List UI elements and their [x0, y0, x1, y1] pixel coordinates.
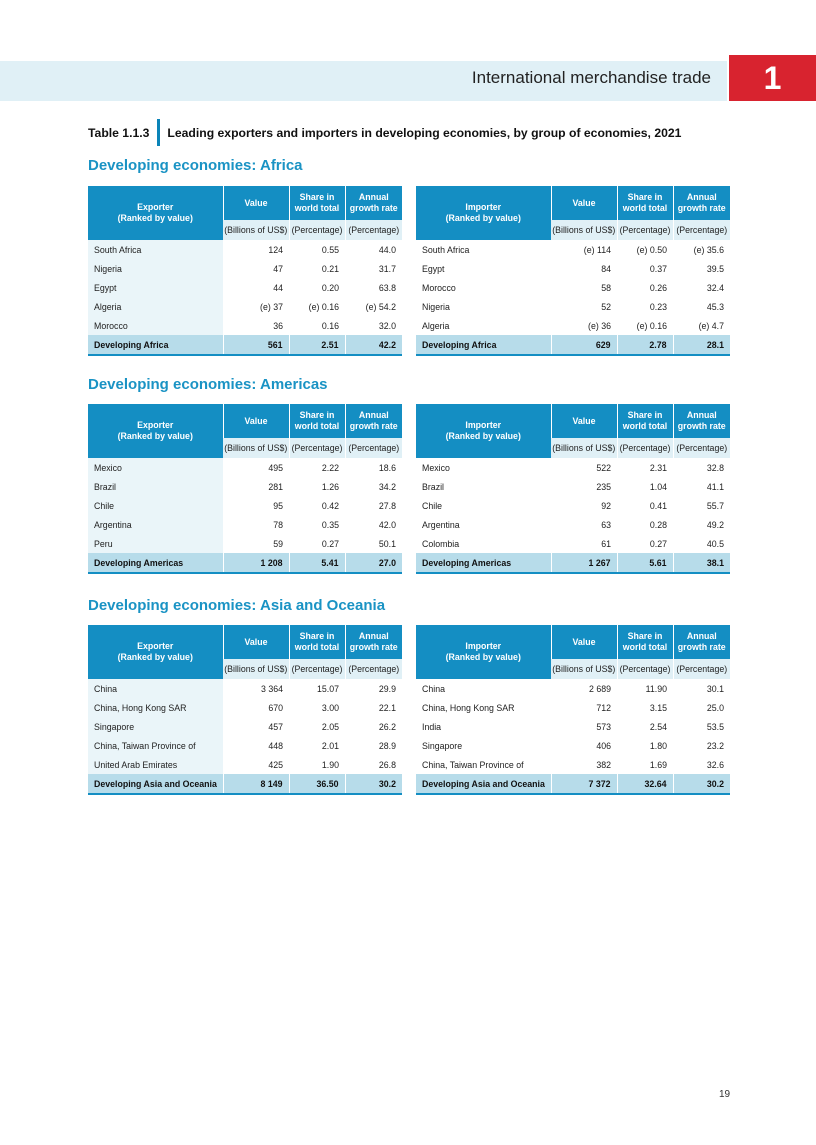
growth-cell: 32.6 [706, 759, 724, 770]
section-title-asia-oceania: Developing economies: Asia and Oceania [88, 597, 386, 614]
growth-cell: 49.2 [706, 519, 724, 530]
value-cell: (e) 114 [583, 244, 611, 255]
table-row [88, 698, 402, 717]
economy-name: Morocco [88, 316, 223, 335]
economy-name: China, Hong Kong SAR [88, 698, 223, 717]
economy-name: China, Hong Kong SAR [422, 702, 515, 713]
growth-cell: 29.9 [378, 683, 396, 694]
growth-column-header: Annual growth rate [673, 186, 730, 220]
total-value: 1 208 [223, 553, 289, 573]
economy-name: South Africa [88, 240, 223, 259]
value-cell: 457 [268, 721, 283, 732]
share-cell: 0.28 [649, 519, 667, 530]
value-unit: (Billions of US$) [223, 438, 289, 458]
economy-name: India [422, 721, 442, 732]
growth-cell: 22.1 [378, 702, 396, 713]
table-row [88, 477, 402, 496]
growth-cell: 32.0 [378, 320, 396, 331]
share-cell: 11.90 [645, 683, 667, 694]
economy-name: Colombia [422, 538, 460, 549]
value-cell: 382 [596, 759, 611, 770]
group-total-name: Developing Asia and Oceania [88, 774, 223, 794]
growth-column-header: Annual growth rate [345, 625, 402, 659]
value-column-header: Value [551, 404, 617, 438]
total-share: 2.78 [617, 335, 673, 355]
growth-column-header: Annual growth rate [673, 625, 730, 659]
importer-column-header: Importer (Ranked by value) [416, 625, 551, 679]
economy-name: China [88, 679, 223, 698]
share-cell: 0.16 [321, 320, 339, 331]
americas-exporters-table [88, 404, 402, 574]
value-cell: 92 [601, 500, 611, 511]
table-row [416, 477, 730, 496]
growth-unit: (Percentage) [673, 220, 730, 240]
total-growth: 28.1 [673, 335, 730, 355]
group-total-name: Developing Americas [416, 553, 551, 573]
share-cell: 2.31 [649, 462, 667, 473]
value-column-header: Value [223, 186, 289, 220]
total-row [416, 553, 730, 573]
growth-cell: 23.2 [706, 740, 724, 751]
value-cell: 36 [273, 320, 283, 331]
value-cell: 2 689 [588, 683, 611, 694]
total-row [88, 335, 402, 355]
growth-cell: 50.1 [378, 538, 396, 549]
table-row [416, 736, 730, 755]
share-unit: (Percentage) [289, 438, 345, 458]
table-row [88, 679, 402, 698]
total-row [88, 774, 402, 794]
table-row [88, 278, 402, 297]
growth-cell: 40.5 [706, 538, 724, 549]
table-row [88, 515, 402, 534]
economy-name: China, Taiwan Province of [88, 736, 223, 755]
share-unit: (Percentage) [617, 220, 673, 240]
share-unit: (Percentage) [617, 659, 673, 679]
asia-exporters-table [88, 625, 402, 795]
growth-cell: 28.9 [378, 740, 396, 751]
table-row [416, 534, 730, 553]
share-cell: 0.37 [649, 263, 667, 274]
exporter-column-header: Exporter (Ranked by value) [88, 404, 223, 458]
total-row [88, 553, 402, 573]
growth-cell: 55.7 [706, 500, 724, 511]
total-share: 32.64 [617, 774, 673, 794]
africa-importers-table [416, 186, 730, 356]
growth-cell: (e) 4.7 [698, 320, 724, 331]
group-total-name: Developing Africa [88, 335, 223, 355]
share-cell: 1.69 [649, 759, 667, 770]
value-cell: 406 [596, 740, 611, 751]
growth-cell: (e) 35.6 [693, 244, 724, 255]
growth-cell: 32.8 [706, 462, 724, 473]
value-cell: (e) 36 [588, 320, 611, 331]
share-cell: 0.27 [649, 538, 667, 549]
economy-name: Algeria [88, 297, 223, 316]
value-cell: 712 [596, 702, 611, 713]
value-cell: 495 [268, 462, 283, 473]
economy-name: Brazil [422, 481, 444, 492]
table-row [416, 297, 730, 316]
share-cell: 2.05 [321, 721, 339, 732]
total-growth: 42.2 [345, 335, 402, 355]
growth-unit: (Percentage) [673, 438, 730, 458]
share-cell: 1.26 [321, 481, 339, 492]
total-share: 5.41 [289, 553, 345, 573]
importer-column-header: Importer (Ranked by value) [416, 404, 551, 458]
economy-name: Singapore [88, 717, 223, 736]
share-cell: 2.22 [321, 462, 339, 473]
africa-exporters-table [88, 186, 402, 356]
page-number: 19 [719, 1089, 731, 1100]
share-unit: (Percentage) [289, 220, 345, 240]
growth-cell: 25.0 [706, 702, 724, 713]
value-column-header: Value [223, 404, 289, 438]
growth-unit: (Percentage) [345, 220, 402, 240]
economy-name: Mexico [88, 458, 223, 477]
growth-cell: 18.6 [378, 462, 396, 473]
growth-cell: 26.2 [378, 721, 396, 732]
americas-importers-table [416, 404, 730, 574]
table-row [88, 755, 402, 774]
share-column-header: Share in world total [289, 404, 345, 438]
value-cell: 670 [268, 702, 283, 713]
growth-cell: 27.8 [378, 500, 396, 511]
total-growth: 30.2 [345, 774, 402, 794]
share-cell: (e) 0.16 [636, 320, 667, 331]
economy-name: South Africa [422, 244, 470, 255]
table-row [88, 240, 402, 259]
total-share: 5.61 [617, 553, 673, 573]
share-column-header: Share in world total [617, 186, 673, 220]
growth-cell: (e) 54.2 [365, 301, 396, 312]
total-growth: 30.2 [673, 774, 730, 794]
value-unit: (Billions of US$) [223, 659, 289, 679]
growth-cell: 63.8 [378, 282, 396, 293]
value-cell: 47 [273, 263, 283, 274]
value-cell: 78 [273, 519, 283, 530]
running-header-title: International merchandise trade [471, 68, 711, 87]
share-cell: 0.20 [321, 282, 339, 293]
growth-cell: 42.0 [378, 519, 396, 530]
value-cell: 235 [596, 481, 611, 492]
table-row [88, 297, 402, 316]
share-cell: 0.21 [321, 263, 339, 274]
value-cell: 61 [601, 538, 611, 549]
total-share: 36.50 [289, 774, 345, 794]
total-value: 1 267 [551, 553, 617, 573]
growth-cell: 30.1 [706, 683, 724, 694]
total-value: 629 [551, 335, 617, 355]
value-cell: 281 [268, 481, 283, 492]
table-row [416, 496, 730, 515]
table-row [88, 316, 402, 335]
economy-name: Mexico [422, 462, 450, 473]
share-cell: 1.80 [649, 740, 667, 751]
value-column-header: Value [551, 625, 617, 659]
exporter-column-header: Exporter (Ranked by value) [88, 186, 223, 240]
growth-column-header: Annual growth rate [345, 404, 402, 438]
total-growth: 38.1 [673, 553, 730, 573]
economy-name: Argentina [422, 519, 460, 530]
value-cell: 425 [268, 759, 283, 770]
table-caption-label: Table 1.1.3 [88, 125, 150, 140]
total-value: 7 372 [551, 774, 617, 794]
value-cell: 44 [273, 282, 283, 293]
share-cell: 3.15 [649, 702, 667, 713]
table-row [88, 534, 402, 553]
table-row [416, 259, 730, 278]
growth-cell: 53.5 [706, 721, 724, 732]
share-cell: (e) 0.16 [308, 301, 339, 312]
growth-column-header: Annual growth rate [345, 186, 402, 220]
value-cell: 58 [601, 282, 611, 293]
value-cell: (e) 37 [260, 301, 283, 312]
economy-name: Nigeria [422, 301, 450, 312]
total-share: 2.51 [289, 335, 345, 355]
share-cell: 15.07 [316, 683, 339, 694]
value-cell: 52 [601, 301, 611, 312]
section-title-americas: Developing economies: Americas [88, 376, 328, 393]
value-cell: 522 [596, 462, 611, 473]
table-row [88, 717, 402, 736]
growth-cell: 45.3 [706, 301, 724, 312]
share-cell: 2.54 [649, 721, 667, 732]
asia-importers-table [416, 625, 730, 795]
value-unit: (Billions of US$) [551, 438, 617, 458]
table-row [88, 458, 402, 477]
growth-cell: 41.1 [706, 481, 724, 492]
table-row [416, 240, 730, 259]
economy-name: Egypt [422, 263, 445, 274]
economy-name: Brazil [88, 477, 223, 496]
share-cell: 0.26 [649, 282, 667, 293]
economy-name: Nigeria [88, 259, 223, 278]
share-column-header: Share in world total [289, 625, 345, 659]
share-cell: 0.41 [649, 500, 667, 511]
share-cell: (e) 0.50 [636, 244, 667, 255]
value-cell: 3 364 [260, 683, 283, 694]
value-column-header: Value [551, 186, 617, 220]
value-unit: (Billions of US$) [551, 220, 617, 240]
table-row [416, 717, 730, 736]
growth-cell: 26.8 [378, 759, 396, 770]
value-cell: 63 [601, 519, 611, 530]
economy-name: Argentina [88, 515, 223, 534]
share-column-header: Share in world total [617, 404, 673, 438]
growth-unit: (Percentage) [345, 438, 402, 458]
share-column-header: Share in world total [617, 625, 673, 659]
growth-cell: 31.7 [378, 263, 396, 274]
chapter-number-badge: 1 [729, 55, 816, 101]
growth-cell: 32.4 [706, 282, 724, 293]
share-cell: 1.04 [649, 481, 667, 492]
table-caption-text: Leading exporters and importers in developing economies, by group of economies, 2021 [167, 125, 682, 140]
growth-cell: 34.2 [378, 481, 396, 492]
table-row [88, 736, 402, 755]
share-cell: 3.00 [321, 702, 339, 713]
share-unit: (Percentage) [289, 659, 345, 679]
value-cell: 84 [601, 263, 611, 274]
value-cell: 95 [273, 500, 283, 511]
value-cell: 573 [596, 721, 611, 732]
table-row [416, 316, 730, 335]
total-growth: 27.0 [345, 553, 402, 573]
total-value: 8 149 [223, 774, 289, 794]
table-row [416, 458, 730, 477]
economy-name: Algeria [422, 320, 450, 331]
table-row [416, 278, 730, 297]
share-column-header: Share in world total [289, 186, 345, 220]
total-row [416, 774, 730, 794]
economy-name: Chile [422, 500, 443, 511]
share-cell: 0.35 [321, 519, 339, 530]
economy-name: Peru [88, 534, 223, 553]
value-cell: 124 [268, 244, 283, 255]
share-cell: 0.27 [321, 538, 339, 549]
total-row [416, 335, 730, 355]
economy-name: Morocco [422, 282, 456, 293]
exporter-column-header: Exporter (Ranked by value) [88, 625, 223, 679]
economy-name: United Arab Emirates [88, 755, 223, 774]
table-caption [88, 119, 681, 146]
importer-column-header: Importer (Ranked by value) [416, 186, 551, 240]
economy-name: Egypt [88, 278, 223, 297]
growth-unit: (Percentage) [345, 659, 402, 679]
economy-name: Chile [88, 496, 223, 515]
share-cell: 0.55 [321, 244, 339, 255]
growth-cell: 39.5 [706, 263, 724, 274]
economy-name: China [422, 683, 445, 694]
economy-name: Singapore [422, 740, 463, 751]
value-unit: (Billions of US$) [223, 220, 289, 240]
caption-divider [157, 119, 160, 146]
economy-name: China, Taiwan Province of [422, 759, 524, 770]
share-cell: 0.42 [321, 500, 339, 511]
growth-unit: (Percentage) [673, 659, 730, 679]
section-title-africa: Developing economies: Africa [88, 157, 303, 174]
table-row [88, 496, 402, 515]
group-total-name: Developing Africa [416, 335, 551, 355]
group-total-name: Developing Americas [88, 553, 223, 573]
value-cell: 448 [268, 740, 283, 751]
value-unit: (Billions of US$) [551, 659, 617, 679]
share-cell: 1.90 [321, 759, 339, 770]
growth-cell: 44.0 [378, 244, 396, 255]
value-column-header: Value [223, 625, 289, 659]
table-row [416, 698, 730, 717]
group-total-name: Developing Asia and Oceania [416, 774, 551, 794]
share-cell: 2.01 [321, 740, 339, 751]
table-row [416, 679, 730, 698]
value-cell: 59 [273, 538, 283, 549]
share-cell: 0.23 [649, 301, 667, 312]
table-row [88, 259, 402, 278]
table-row [416, 515, 730, 534]
total-value: 561 [223, 335, 289, 355]
share-unit: (Percentage) [617, 438, 673, 458]
table-row [416, 755, 730, 774]
growth-column-header: Annual growth rate [673, 404, 730, 438]
